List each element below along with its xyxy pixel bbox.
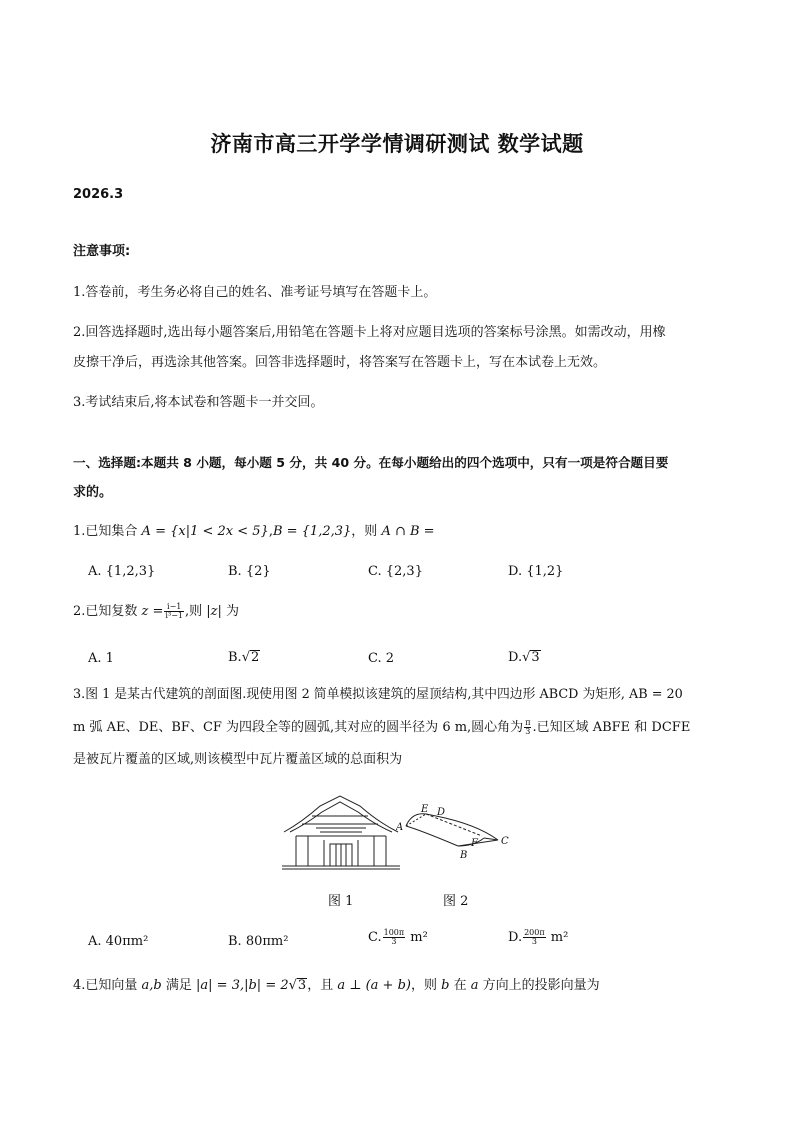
question-1-expression: A ∩ B = (381, 524, 435, 539)
figure-1-building-drawing (282, 792, 400, 872)
question-3-option-d-fraction (523, 929, 546, 947)
question-3-line-2 (73, 718, 690, 738)
question-4-mid: 满足 (161, 978, 197, 993)
question-2-option-d-label: D. (508, 650, 523, 665)
question-2-option-a: A. 1 (88, 651, 114, 666)
question-4-mid-2: ，且 (307, 978, 338, 993)
question-2-abs-z: |z| (206, 604, 222, 619)
question-4-prefix: 4.已知向量 (73, 978, 142, 993)
question-3-angle-fraction (524, 719, 531, 737)
question-1-option-d: D. {1,2} (508, 564, 564, 579)
question-3-line-2-a: m 弧 AE、DE、BF、CF 为四段全等的圆弧,其对应的圆半径为 6 m,圆心角为 (73, 720, 524, 735)
question-1-option-c: C. {2,3} (368, 564, 423, 579)
question-2-fraction-numerator: i−1 (164, 603, 184, 612)
question-4-vectors: a,b (141, 978, 162, 993)
sqrt-icon: √ (241, 650, 250, 665)
page-title: 济南市高三开学学情调研测试 数学试题 (210, 132, 584, 156)
question-4-tail-2: 在 (449, 978, 471, 993)
notice-item-3: 3.考试结束后,将本试卷和答题卡一并交回。 (73, 395, 324, 410)
question-1-stem (73, 525, 435, 538)
exam-date: 2026.3 (73, 187, 124, 202)
question-2-option-b-radicand: 2 (250, 650, 260, 665)
question-3-angle-denominator: 3 (525, 727, 531, 736)
question-3-option-d-numerator: 200π (524, 927, 545, 937)
figure-2-caption: 图 2 (443, 894, 469, 909)
question-3-option-c-numerator: 100π (383, 927, 405, 937)
question-1-tail: ，则 (351, 524, 382, 539)
figure-2-label-b: B (460, 850, 468, 861)
question-2-option-b-label: B. (228, 650, 242, 665)
figure-2-label-f: F (471, 838, 478, 849)
question-3-option-c-unit: m² (410, 930, 428, 945)
figure-2-label-c: C (501, 836, 509, 847)
question-2-prefix: 2.已知复数 (73, 604, 142, 619)
question-4-tail: ，则 (410, 978, 442, 993)
question-4-condition-2: a ⊥ (a + b) (337, 978, 411, 993)
question-4-tail-3: 方向上的投影向量为 (478, 978, 600, 993)
notice-item-2-line-2: 皮擦干净后，再选涂其他答案。回答非选择题时，将答案写在答题卡上，写在本试卷上无效。 (73, 355, 607, 370)
question-3-line-1: 3.图 1 是某古代建筑的剖面图.现使用图 2 简单模拟该建筑的屋顶结构,其中四边形 ABCD 为矩形, AB = 20 (73, 687, 683, 702)
question-2-option-d (508, 650, 541, 664)
question-3-option-c-label: C. (368, 930, 382, 945)
question-3-option-c-fraction (383, 929, 406, 947)
question-3-line-3: 是被瓦片覆盖的区域,则该模型中瓦片覆盖区域的总面积为 (73, 752, 403, 767)
question-1-option-a: A. {1,2,3} (88, 564, 156, 579)
question-1-set-a: A = {x|1 < 2x < 5} (141, 524, 269, 539)
question-1-set-b: B = {1,2,3} (272, 524, 352, 539)
question-3-option-b: B. 80πm² (228, 934, 289, 949)
question-2-tail: ,则 (184, 604, 207, 619)
question-3-option-a: A. 40πm² (88, 934, 149, 949)
sqrt-icon: √ (288, 978, 297, 993)
notice-item-2-line-1: 2.回答选择题时,选出每小题答案后,用铅笔在答题卡上将对应题目选项的答案标号涂黑。如需改动，用橡 (73, 325, 666, 340)
question-1-separator: , (268, 524, 273, 539)
question-2-fraction-denominator: i³−1 (165, 611, 183, 620)
section-1-heading-line-1: 一、选择题:本题共 8 小题，每小题 5 分，共 40 分。在每小题给出的四个选项中，只有一项是符合题目要 (73, 455, 669, 470)
section-1-heading-line-2: 求的。 (73, 485, 113, 500)
question-3-line-2-b: .已知区域 ABFE 和 DCFE (532, 720, 691, 735)
notice-heading: 注意事项: (73, 244, 131, 259)
question-4-radicand: 3 (297, 978, 307, 993)
question-4-vector-a: a (470, 978, 479, 993)
notice-item-1: 1.答卷前，考生务必将自己的姓名、准考证号填写在答题卡上。 (73, 285, 437, 300)
question-3-option-d-unit: m² (550, 930, 569, 945)
question-2-option-d-radicand: 3 (531, 650, 540, 665)
question-4-stem (73, 978, 600, 992)
sqrt-icon: √ (522, 650, 531, 665)
question-3-option-d-denominator: 3 (531, 937, 537, 946)
figure-2-label-a: A (396, 822, 404, 833)
question-3-option-d-label: D. (508, 930, 523, 945)
question-3-option-d (508, 928, 568, 948)
question-2-fraction (164, 603, 184, 621)
question-2-z-equals: z = (141, 604, 164, 619)
question-2-option-c: C. 2 (368, 651, 395, 666)
question-2-option-b (228, 650, 260, 664)
question-3-option-c-denominator: 3 (391, 937, 397, 946)
figure-1-caption: 图 1 (328, 894, 354, 909)
question-3-angle-numerator: π (525, 717, 531, 727)
question-1-option-b: B. {2} (228, 564, 271, 579)
question-3-option-c (368, 928, 428, 948)
figure-2-label-e: E (421, 804, 429, 815)
figure-2-label-d: D (437, 807, 446, 818)
question-4-condition-1: |a| = 3,|b| = 2 (196, 978, 289, 993)
question-2-stem (73, 602, 239, 622)
question-4-vector-b: b (441, 978, 450, 993)
question-2-tail-2: 为 (221, 604, 239, 619)
question-1-prefix: 1.已知集合 (73, 524, 142, 539)
figure-2-roof-model (396, 802, 518, 866)
